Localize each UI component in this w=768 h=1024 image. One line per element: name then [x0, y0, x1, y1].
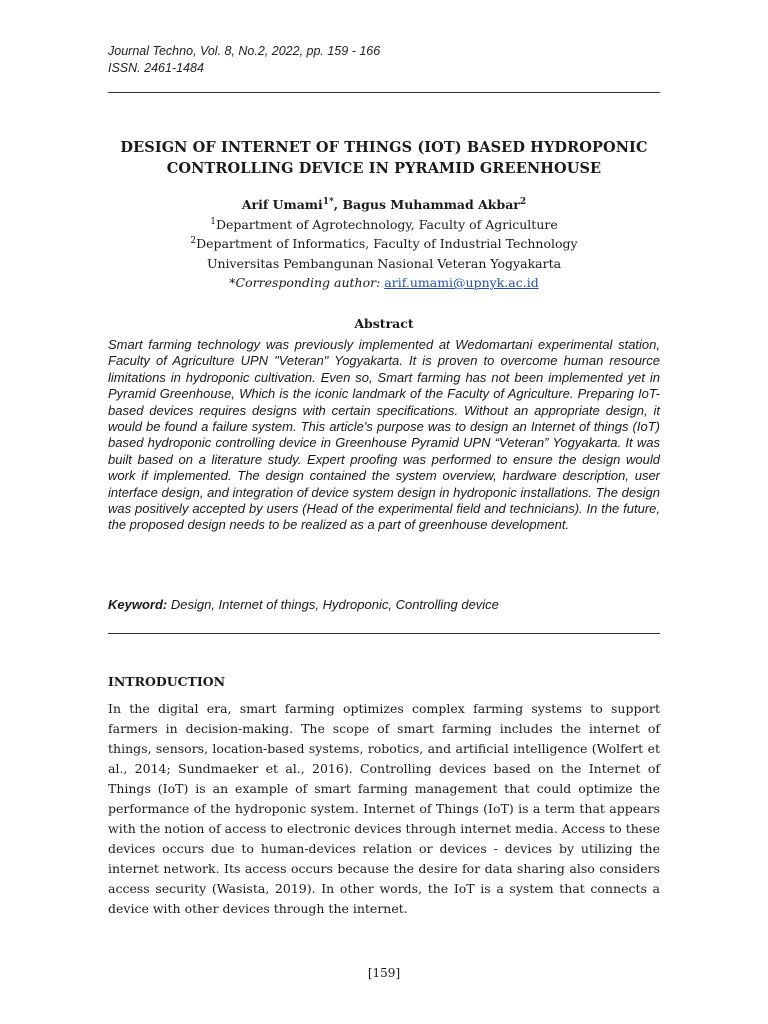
author-names: [108, 195, 660, 215]
journal-issn: ISSN. 2461-1484: [108, 61, 204, 75]
corresponding-author: [108, 273, 660, 293]
introduction-heading: INTRODUCTION: [108, 674, 226, 689]
author-separator: ,: [333, 197, 343, 212]
abstract-divider: [108, 633, 660, 634]
journal-header: [108, 43, 380, 77]
author-block: [108, 195, 660, 293]
author-2-affiliation-mark: 2: [519, 197, 527, 207]
author-1-affiliation-mark: 1*: [322, 197, 334, 207]
introduction-text: In the digital era, smart farming optimizes complex farming systems to support farmers in decision-making. The scope of smart farming includes the internet of things, sensors, location-based systems, robotics, and artificial intelligence (Wolfert et al., 2014; Sundmaeker et al., 2016). Controlling devices based on the Internet of Things (IoT) is an example of smart farming management that could optimize the performance of the hydroponic system. Internet of Things (IoT) is a term that appears with the notion of access to electronic devices through internet media. Access to these devices occurs due to human-devices relation or devices - devices by utilizing the internet network. Its access occurs because the desire for data sharing also considers access security (Wasista, 2019). In other words, the IoT is a system that connects a device with other devices through the internet.: [108, 701, 660, 916]
author-2-name: Bagus Muhammad Akbar: [342, 197, 520, 212]
journal-citation: Journal Techno, Vol. 8, No.2, 2022, pp. 159 - 166: [108, 44, 381, 58]
affiliation-1: [108, 215, 660, 235]
paper-title: [108, 137, 660, 179]
keywords-label: Keyword:: [108, 597, 168, 612]
corresponding-author-label: *Corresponding author:: [229, 275, 381, 290]
corresponding-email-link[interactable]: arif.umami@upnyk.ac.id: [384, 275, 539, 290]
affiliation-2: [108, 234, 660, 254]
affiliation-1-mark: 1: [210, 216, 216, 227]
keywords: [108, 597, 660, 613]
university-name: Universitas Pembangunan Nasional Veteran Yogyakarta: [206, 255, 562, 271]
abstract-heading: Abstract: [354, 316, 414, 331]
affiliation-2-mark: 2: [190, 236, 197, 246]
paper-title-line-2: CONTROLLING DEVICE IN PYRAMID GREENHOUSE: [166, 160, 602, 177]
keywords-text: Design, Internet of things, Hydroponic, Controlling device: [167, 597, 499, 612]
affiliation-2-text: Department of Informatics, Faculty of Industrial Technology: [196, 236, 578, 251]
abstract-text: Smart farming technology was previously implemented at Wedomartani experimental station, Faculty of Agriculture UPN "Veteran" Yogyakarta. It is proven to overcome human resource limitations in hydroponic cultivation. Even so, Smart farming has not been implemented yet in Pyramid Greenhouse, Which is the iconic landmark of the Faculty of Agriculture. Preparing IoT-based devices requires designs with certain specifications. Without an appropriate design, it would be found a failure system. This article's purpose was to design an Internet of things (IoT) based hydroponic controlling device in Greenhouse Pyramid UPN “Veteran” Yogyakarta. It was built based on a literature study. Expert proofing was performed to ensure the design would work if implemented. The design contained the system overview, hardware description, user interface design, and integration of device system design in hydroponic installations. The design was positively accepted by users (Head of the experimental field and technicians). In the future, the proposed design needs to be realized as a part of greenhouse development.: [108, 337, 660, 533]
affiliation-1-text: Department of Agrotechnology, Faculty of Agriculture: [215, 216, 558, 232]
paper-title-line-1: DESIGN OF INTERNET OF THINGS (IOT) BASED HYDROPONIC: [120, 139, 648, 156]
page-number: [159]: [367, 966, 401, 980]
header-divider: [108, 92, 660, 93]
author-1-name: Arif Umami: [241, 197, 323, 212]
